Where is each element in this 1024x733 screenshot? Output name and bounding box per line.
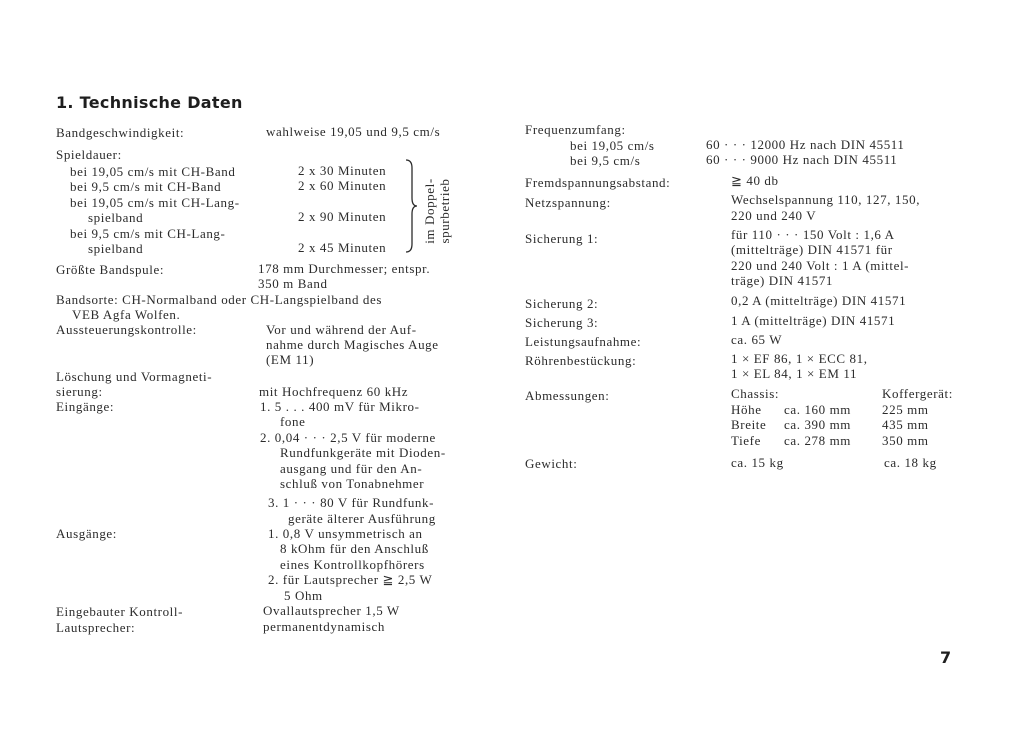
eingaenge-line-5: ausgang und für den An-: [280, 461, 423, 476]
bandspule-value-1: 178 mm Durchmesser; entspr.: [258, 261, 431, 276]
spieldauer-row-1-desc: bei 19,05 cm/s mit CH-Band: [70, 164, 236, 179]
ausgaenge-line-3: eines Kontrollkopfhörers: [280, 557, 425, 572]
sicherung1-line-3: 220 und 240 Volt : 1 A (mittel-: [731, 258, 910, 273]
fremdspannung-label: Fremdspannungsabstand:: [525, 175, 671, 190]
spieldauer-label: Spieldauer:: [56, 147, 122, 162]
eingaenge-line-8: geräte älterer Ausführung: [288, 511, 436, 526]
frequenz-row-2-value: 60 · · · 9000 Hz nach DIN 45511: [706, 152, 898, 167]
loeschung-label-1: Löschung und Vormagneti-: [56, 369, 213, 384]
bandsorte-line-2: VEB Agfa Wolfen.: [72, 307, 181, 322]
frequenz-label: Frequenzumfang:: [525, 122, 626, 137]
lautsprecher-value-2: permanentdynamisch: [263, 619, 385, 634]
spieldauer-row-4-value: 2 x 45 Minuten: [298, 240, 387, 255]
eingaenge-label: Eingänge:: [56, 399, 115, 414]
loeschung-value: mit Hochfrequenz 60 kHz: [259, 384, 409, 399]
lautsprecher-label-1: Eingebauter Kontroll-: [56, 604, 184, 619]
gewicht-label: Gewicht:: [525, 456, 578, 471]
abmessungen-row-3-koffer: 350 mm: [882, 433, 929, 448]
abmessungen-row-1-name: Höhe: [731, 402, 762, 417]
roehren-value-1: 1 × EF 86, 1 × ECC 81,: [731, 351, 868, 366]
spieldauer-row-3-value: 2 x 90 Minuten: [298, 209, 387, 224]
abmessungen-row-1-koffer: 225 mm: [882, 402, 929, 417]
spieldauer-row-2-value: 2 x 60 Minuten: [298, 178, 387, 193]
abmessungen-row-2-name: Breite: [731, 417, 767, 432]
eingaenge-line-7: 3. 1 · · · 80 V für Rundfunk-: [268, 495, 435, 510]
eingaenge-line-6: schluß von Tonabnehmer: [280, 476, 425, 491]
doppelspur-note-line-2: spurbetrieb: [437, 178, 452, 244]
ausgaenge-line-1: 1. 0,8 V unsymmetrisch an: [268, 526, 423, 541]
bandspule-value-2: 350 m Band: [258, 276, 328, 291]
doppelspur-note-line-1: im Doppel-: [422, 178, 437, 244]
lautsprecher-label-2: Lautsprecher:: [56, 620, 136, 635]
spieldauer-row-4-desc: bei 9,5 cm/s mit CH-Lang-: [70, 226, 226, 241]
eingaenge-line-1: 1. 5 . . . 400 mV für Mikro-: [260, 399, 420, 414]
abmessungen-col-koffer: Koffergerät:: [882, 386, 953, 401]
frequenz-row-1-value: 60 · · · 12000 Hz nach DIN 45511: [706, 137, 905, 152]
abmessungen-row-3-name: Tiefe: [731, 433, 761, 448]
ausgaenge-line-4: 2. für Lautsprecher ≧ 2,5 W: [268, 572, 433, 587]
aussteuerung-value-3: (EM 11): [266, 352, 315, 367]
fremdspannung-value: ≧ 40 db: [731, 173, 779, 188]
sicherung1-line-1: für 110 · · · 150 Volt : 1,6 A: [731, 227, 895, 242]
aussteuerung-value-1: Vor und während der Auf-: [266, 322, 417, 337]
netzspannung-value-2: 220 und 240 V: [731, 208, 817, 223]
ausgaenge-line-2: 8 kOhm für den Anschluß: [280, 541, 429, 556]
sicherung3-value: 1 A (mittelträge) DIN 41571: [731, 313, 896, 328]
spieldauer-row-3-desc: bei 19,05 cm/s mit CH-Lang-: [70, 195, 240, 210]
spieldauer-row-4-desc2: spielband: [88, 241, 144, 256]
eingaenge-line-4: Rundfunkgeräte mit Dioden-: [280, 445, 446, 460]
gewicht-chassis: ca. 15 kg: [731, 455, 784, 470]
sicherung1-line-2: (mittelträge) DIN 41571 für: [731, 242, 893, 257]
bandgeschwindigkeit-label: Bandgeschwindigkeit:: [56, 125, 185, 140]
leistung-label: Leistungsaufnahme:: [525, 334, 642, 349]
spieldauer-row-1-value: 2 x 30 Minuten: [298, 163, 387, 178]
abmessungen-row-1-chassis: ca. 160 mm: [784, 402, 852, 417]
sicherung2-label: Sicherung 2:: [525, 296, 599, 311]
roehren-value-2: 1 × EL 84, 1 × EM 11: [731, 366, 858, 381]
bandgeschwindigkeit-value: wahlweise 19,05 und 9,5 cm/s: [266, 124, 441, 139]
leistung-value: ca. 65 W: [731, 332, 783, 347]
frequenz-row-1-desc: bei 19,05 cm/s: [570, 138, 655, 153]
aussteuerung-label: Aussteuerungskontrolle:: [56, 322, 197, 337]
abmessungen-row-3-chassis: ca. 278 mm: [784, 433, 852, 448]
bandsorte-label: Bandsorte: CH-Normalband oder CH-Langspielband des: [56, 292, 383, 307]
sicherung3-label: Sicherung 3:: [525, 315, 599, 330]
abmessungen-row-2-koffer: 435 mm: [882, 417, 929, 432]
ausgaenge-label: Ausgänge:: [56, 526, 117, 541]
abmessungen-label: Abmessungen:: [525, 388, 610, 403]
sicherung1-line-4: träge) DIN 41571: [731, 273, 834, 288]
frequenz-row-2-desc: bei 9,5 cm/s: [570, 153, 641, 168]
gewicht-koffer: ca. 18 kg: [884, 455, 937, 470]
sicherung1-label: Sicherung 1:: [525, 231, 599, 246]
page-number: 7: [940, 648, 952, 667]
sicherung2-value: 0,2 A (mittelträge) DIN 41571: [731, 293, 907, 308]
eingaenge-line-2: fone: [280, 414, 306, 429]
eingaenge-line-3: 2. 0,04 · · · 2,5 V für moderne: [260, 430, 436, 445]
aussteuerung-value-2: nahme durch Magisches Auge: [266, 337, 439, 352]
roehren-label: Röhrenbestückung:: [525, 353, 637, 368]
netzspannung-value-1: Wechselspannung 110, 127, 150,: [731, 192, 921, 207]
loeschung-label-2: sierung:: [56, 384, 103, 399]
netzspannung-label: Netzspannung:: [525, 195, 611, 210]
bandspule-label: Größte Bandspule:: [56, 262, 165, 277]
doppelspur-note: [422, 146, 452, 276]
spieldauer-row-2-desc: bei 9,5 cm/s mit CH-Band: [70, 179, 222, 194]
brace-icon: [404, 158, 418, 254]
abmessungen-row-2-chassis: ca. 390 mm: [784, 417, 852, 432]
ausgaenge-line-5: 5 Ohm: [284, 588, 323, 603]
spieldauer-row-3-desc2: spielband: [88, 210, 144, 225]
page-title: 1. Technische Daten: [56, 93, 243, 112]
abmessungen-col-chassis: Chassis:: [731, 386, 780, 401]
lautsprecher-value-1: Ovallautsprecher 1,5 W: [263, 603, 400, 618]
